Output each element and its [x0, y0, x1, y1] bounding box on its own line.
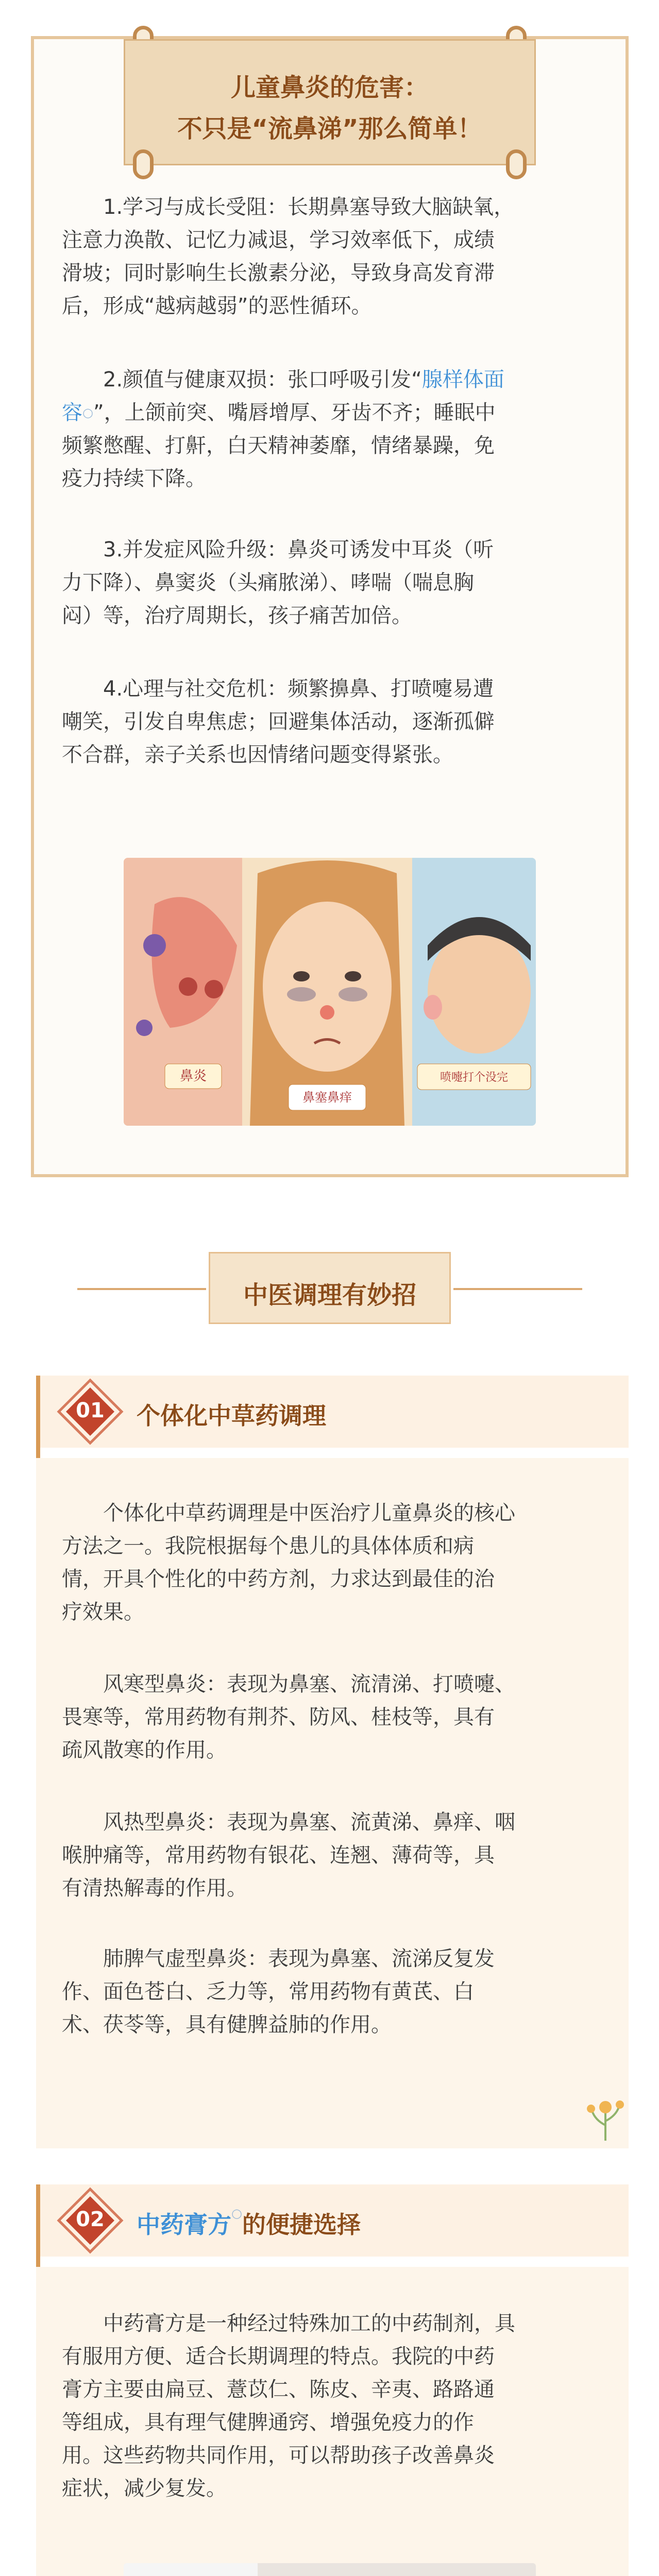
text-line: 中药膏方是一种经过特殊加工的中药制剂，具: [103, 2312, 515, 2335]
hazard-p2: [62, 363, 598, 495]
text-line: 等组成，具有理气健脾通窍、增强免疫力的作: [62, 2411, 474, 2434]
section1-wind-cold: [62, 1668, 598, 1767]
text-line: 1.学习与成长受阻：长期鼻塞导致大脑缺氧，: [103, 195, 515, 219]
illustration-right-label: 喷嚏打个没完: [440, 1071, 509, 1084]
section1-number: 01: [76, 1399, 105, 1422]
binder-ring-left-bottom: [133, 149, 154, 179]
section1-header-bar: [36, 1376, 629, 1448]
text-line: 不合群，亲子关系也因情绪问题变得紧张。: [62, 743, 453, 767]
hazard-title-line1: 儿童鼻炎的危害：: [230, 73, 429, 102]
rhinitis-illustration: [124, 858, 536, 1126]
text-line: 后，形成“越病越弱”的恶性循环。: [62, 294, 372, 318]
divider-title: 中医调理有妙招: [243, 1281, 416, 1310]
section1-intro: [62, 1497, 598, 1629]
text-line: 膏方主要由扁豆、薏苡仁、陈皮、辛夷、路路通: [62, 2378, 495, 2401]
text-line: 有清热解毒的作用。: [62, 1876, 247, 1900]
divider-line-right: [453, 1288, 582, 1290]
text-line: 疗效果。: [62, 1600, 144, 1624]
flower-decoration-icon: [574, 2084, 636, 2146]
text-line: 频繁憋醒、打鼾，白天精神萎靡，情绪暴躁，免: [62, 434, 495, 457]
binder-ring-right-bottom: [506, 149, 527, 179]
text-line: 作、面色苍白、乏力等，常用药物有黄芪、白: [62, 1980, 474, 2004]
text-line: 用。这些药物共同作用，可以帮助孩子改善鼻炎: [62, 2444, 495, 2467]
search-icon[interactable]: ○: [82, 405, 93, 420]
text-line: 嘲笑，引发自卑焦虑；回避集体活动，逐渐孤僻: [62, 710, 495, 734]
section2-number: 02: [76, 2208, 105, 2231]
text-line: 喉肿痛等，常用药物有银花、连翘、薄荷等，具: [62, 1843, 495, 1867]
text-line: 滑坡；同时影响生长激素分泌，导致身高发育滞: [62, 261, 495, 285]
text-line: 风寒型鼻炎：表现为鼻塞、流清涕、打喷嚏、: [103, 1672, 515, 1696]
section1-number-badge: [57, 1378, 124, 1445]
text-line: 闷）等，治疗周期长，孩子痛苦加倍。: [62, 604, 412, 628]
text-line: 有服用方便、适合长期调理的特点。我院的中药: [62, 2345, 495, 2368]
illustration-left-label: 鼻炎: [179, 1069, 207, 1084]
herbal-paste-photo: [124, 2563, 536, 2576]
hazard-p4: [62, 672, 598, 771]
text-line: 疏风散寒的作用。: [62, 1738, 227, 1762]
section2-title-rest: 的便捷选择: [242, 2211, 361, 2239]
text-line: 肺脾气虚型鼻炎：表现为鼻塞、流涕反复发: [103, 1947, 495, 1971]
illustration-mid-label: 鼻塞鼻痒: [302, 1090, 352, 1105]
hazard-p3: [62, 533, 598, 632]
adenoid-face-link-cont[interactable]: 容: [62, 401, 82, 425]
text-line: 畏寒等，常用药物有荆芥、防风、桂枝等，具有: [62, 1705, 495, 1729]
section2-intro: [62, 2307, 598, 2505]
section1-lung-spleen: [62, 1942, 598, 2041]
text-line: 方法之一。我院根据每个患儿的具体体质和病: [62, 1534, 474, 1558]
text-line: 4.心理与社交危机：频繁擤鼻、打喷嚏易遭: [103, 677, 494, 701]
text-line: 个体化中草药调理是中医治疗儿童鼻炎的核心: [103, 1501, 515, 1525]
text-line: 3.并发症风险升级：鼻炎可诱发中耳炎（听: [103, 538, 494, 562]
hazard-title-box: [124, 39, 536, 165]
hazard-p1: [62, 191, 598, 323]
text-line: 疫力持续下降。: [62, 467, 206, 490]
section2-number-badge: [57, 2187, 124, 2254]
section1-wind-heat: [62, 1806, 598, 1905]
text-line: 症状，减少复发。: [62, 2477, 227, 2500]
section1-title: 个体化中草药调理: [137, 1402, 326, 1430]
search-icon[interactable]: ○: [231, 2206, 242, 2221]
text-line: 情，开具个性化的中药方剂，力求达到最佳的治: [62, 1567, 495, 1591]
text-span: 2.颜值与健康双损：张口呼吸引发“: [103, 368, 422, 392]
hazard-title-line2: 不只是“流鼻涕”那么简单！: [177, 114, 482, 143]
text-line: 注意力涣散、记忆力减退，学习效率低下，成绩: [62, 228, 495, 252]
text-line: 风热型鼻炎：表现为鼻塞、流黄涕、鼻痒、咽: [103, 1810, 515, 1834]
divider-line-left: [77, 1288, 206, 1290]
text-line: 力下降）、鼻窦炎（头痛脓涕）、哮喘（喘息胸: [62, 571, 474, 595]
divider-title-box: [209, 1252, 451, 1324]
ointment-link[interactable]: 中药膏方: [137, 2211, 231, 2239]
section2-title: [137, 2206, 361, 2240]
text-span: ”，上颌前突、嘴唇增厚、牙齿不齐；睡眠中: [93, 401, 496, 425]
text-line: 术、茯苓等，具有健脾益肺的作用。: [62, 2013, 392, 2037]
adenoid-face-link[interactable]: 腺样体面: [421, 368, 504, 392]
